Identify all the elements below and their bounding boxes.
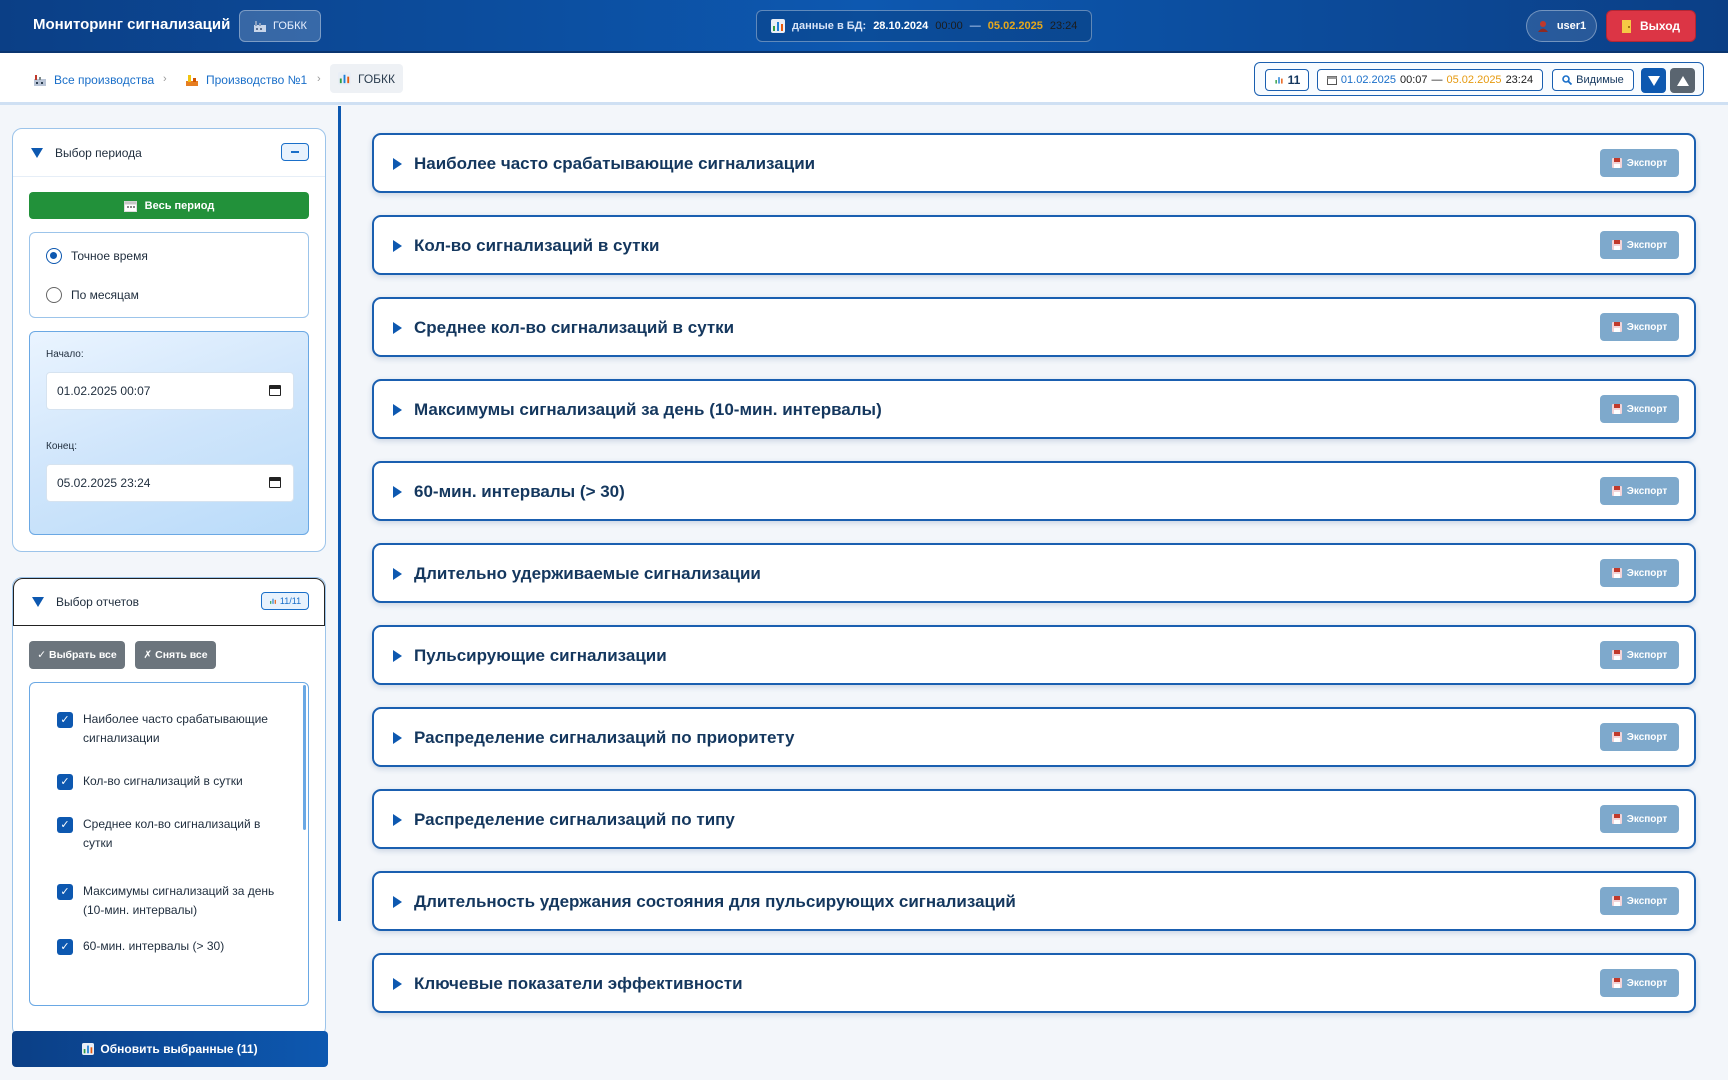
range-end-date: 05.02.2025 bbox=[1446, 74, 1502, 86]
floppy-icon bbox=[1612, 732, 1622, 742]
expand-arrow-icon[interactable] bbox=[393, 322, 402, 334]
bar-chart-icon bbox=[82, 1043, 94, 1055]
start-label: Начало: bbox=[46, 349, 84, 360]
floppy-icon bbox=[1612, 650, 1622, 660]
report-checkbox-label: Максимумы сигнализаций за день (10-мин. интервалы) bbox=[83, 884, 275, 917]
expand-arrow-icon[interactable] bbox=[393, 978, 402, 990]
checkbox-checked-icon[interactable]: ✓ bbox=[57, 774, 73, 790]
floppy-icon bbox=[1612, 404, 1622, 414]
radio-months-label: По месяцам bbox=[71, 288, 139, 302]
plant-icon bbox=[185, 73, 199, 87]
db-label: данные в БД: bbox=[792, 20, 867, 32]
reports-count-badge bbox=[261, 592, 309, 610]
report-card[interactable] bbox=[372, 707, 1696, 767]
all-period-button[interactable] bbox=[29, 192, 309, 219]
end-date-value: 05.02.2025 23:24 bbox=[57, 476, 151, 490]
period-panel-title: Выбор периода bbox=[55, 145, 142, 160]
report-checkbox-label: Среднее кол-во сигнализаций в сутки bbox=[83, 817, 261, 850]
report-checkbox-item[interactable] bbox=[57, 931, 287, 956]
checkbox-checked-icon[interactable]: ✓ bbox=[57, 884, 73, 900]
range-start-time: 00:07 bbox=[1399, 74, 1428, 86]
logout-button[interactable] bbox=[1606, 10, 1696, 42]
collapse-all-button[interactable] bbox=[1670, 68, 1695, 93]
report-card-title[interactable]: Распределение сигнализаций по приоритету bbox=[414, 728, 795, 747]
export-button[interactable] bbox=[1600, 559, 1679, 587]
report-card-title[interactable]: Ключевые показатели эффективности bbox=[414, 974, 743, 993]
report-checkbox-item[interactable] bbox=[57, 704, 287, 748]
report-card[interactable] bbox=[372, 215, 1696, 275]
report-card-title[interactable]: 60-мин. интервалы (> 30) bbox=[414, 482, 625, 501]
user-name: user1 bbox=[1556, 20, 1587, 32]
db-start-time: 00:00 bbox=[935, 20, 963, 32]
export-label: Экспорт bbox=[1626, 239, 1668, 251]
logout-label: Выход bbox=[1639, 19, 1681, 33]
all-period-label: Весь период bbox=[144, 199, 215, 212]
expand-all-button[interactable] bbox=[1641, 68, 1666, 93]
radio-exact-time[interactable] bbox=[46, 248, 148, 264]
user-chip[interactable] bbox=[1526, 10, 1597, 42]
report-card-title[interactable]: Длительность удержания состояния для пульсирующих сигнализаций bbox=[414, 892, 1016, 911]
export-button[interactable] bbox=[1600, 723, 1679, 751]
expand-arrow-icon[interactable] bbox=[393, 732, 402, 744]
expand-arrow-icon[interactable] bbox=[393, 486, 402, 498]
db-end-time: 23:24 bbox=[1049, 20, 1078, 32]
report-checkbox-label: 60-мин. интервалы (> 30) bbox=[83, 939, 225, 953]
breadcrumb-current[interactable] bbox=[330, 64, 403, 93]
export-button[interactable] bbox=[1600, 395, 1679, 423]
app-title: Мониторинг сигнализаций bbox=[33, 16, 231, 33]
db-separator: — bbox=[969, 20, 981, 32]
floppy-icon bbox=[1612, 486, 1622, 496]
period-panel-header[interactable] bbox=[13, 129, 325, 177]
report-count: 11 bbox=[1287, 73, 1301, 87]
report-card[interactable] bbox=[372, 133, 1696, 193]
report-card[interactable] bbox=[372, 543, 1696, 603]
bar-chart-icon bbox=[338, 72, 351, 85]
range-separator: — bbox=[1431, 74, 1443, 86]
radio-button[interactable] bbox=[46, 287, 62, 303]
collapse-triangle-icon bbox=[31, 148, 43, 158]
floppy-icon bbox=[1612, 814, 1622, 824]
export-label: Экспорт bbox=[1626, 567, 1668, 579]
export-button[interactable] bbox=[1600, 149, 1679, 177]
export-button[interactable] bbox=[1600, 231, 1679, 259]
refresh-label: Обновить выбранные (11) bbox=[100, 1042, 258, 1056]
db-range-info bbox=[756, 10, 1092, 42]
bar-chart-icon bbox=[1274, 75, 1284, 85]
sidebar-divider[interactable] bbox=[338, 106, 341, 921]
breadcrumb-separator: › bbox=[163, 73, 167, 85]
expand-arrow-icon[interactable] bbox=[393, 240, 402, 252]
expand-arrow-icon[interactable] bbox=[393, 896, 402, 908]
calendar-icon[interactable] bbox=[269, 477, 281, 488]
end-label: Конец: bbox=[46, 441, 77, 452]
export-button[interactable] bbox=[1600, 887, 1679, 915]
bar-chart-icon bbox=[269, 597, 277, 605]
search-icon bbox=[1562, 75, 1572, 85]
radio-by-months[interactable] bbox=[46, 287, 139, 303]
report-checklist bbox=[29, 682, 309, 1006]
floppy-icon bbox=[1612, 978, 1622, 988]
floppy-icon bbox=[1612, 240, 1622, 250]
report-card[interactable] bbox=[372, 871, 1696, 931]
export-label: Экспорт bbox=[1626, 403, 1668, 415]
expand-arrow-icon[interactable] bbox=[393, 404, 402, 416]
export-label: Экспорт bbox=[1626, 813, 1668, 825]
scrollbar-thumb[interactable] bbox=[303, 685, 306, 830]
export-label: Экспорт bbox=[1626, 731, 1668, 743]
radio-exact-label: Точное время bbox=[71, 249, 148, 263]
export-label: Экспорт bbox=[1626, 485, 1668, 497]
end-date-input[interactable] bbox=[46, 464, 294, 502]
report-card-title[interactable]: Наиболее часто срабатывающие сигнализации bbox=[414, 154, 816, 173]
expand-arrow-icon[interactable] bbox=[393, 568, 402, 580]
report-controls bbox=[1254, 62, 1704, 96]
door-icon bbox=[1622, 20, 1632, 33]
visible-label: Видимые bbox=[1576, 74, 1624, 86]
triangle-down-icon bbox=[1648, 76, 1660, 86]
expand-arrow-icon[interactable] bbox=[393, 158, 402, 170]
range-start-date: 01.02.2025 bbox=[1340, 74, 1396, 86]
visible-filter-button[interactable] bbox=[1552, 69, 1634, 91]
start-date-input[interactable] bbox=[46, 372, 294, 410]
collapse-triangle-icon bbox=[32, 597, 44, 607]
triangle-up-icon bbox=[1677, 76, 1689, 86]
breadcrumb-plant-1[interactable] bbox=[185, 66, 307, 94]
report-card[interactable] bbox=[372, 953, 1696, 1013]
radio-button[interactable] bbox=[46, 248, 62, 264]
calendar-icon[interactable] bbox=[269, 385, 281, 396]
selected-range-badge[interactable] bbox=[1317, 69, 1543, 91]
deselect-all-button[interactable]: ✗ Снять все bbox=[135, 641, 216, 669]
export-label: Экспорт bbox=[1626, 895, 1668, 907]
breadcrumb-all-plants[interactable] bbox=[33, 66, 154, 94]
checkbox-checked-icon[interactable]: ✓ bbox=[57, 817, 73, 833]
checkbox-checked-icon[interactable]: ✓ bbox=[57, 939, 73, 955]
report-card-title[interactable]: Длительно удерживаемые сигнализации bbox=[414, 564, 761, 583]
expand-arrow-icon[interactable] bbox=[393, 650, 402, 662]
report-card[interactable] bbox=[372, 789, 1696, 849]
factory-icon bbox=[33, 73, 47, 87]
export-button[interactable] bbox=[1600, 805, 1679, 833]
report-card[interactable] bbox=[372, 625, 1696, 685]
reports-count: 11/11 bbox=[279, 596, 302, 606]
user-icon bbox=[1537, 20, 1549, 32]
export-label: Экспорт bbox=[1626, 977, 1668, 989]
report-checkbox-item[interactable] bbox=[57, 809, 287, 853]
report-card-title[interactable]: Максимумы сигнализаций за день (10-мин. интервалы) bbox=[414, 400, 882, 419]
date-range-box bbox=[29, 331, 309, 535]
db-end-date: 05.02.2025 bbox=[987, 20, 1043, 32]
report-card-title[interactable]: Пульсирующие сигнализации bbox=[414, 646, 667, 665]
expand-arrow-icon[interactable] bbox=[393, 814, 402, 826]
reports-panel-title: Выбор отчетов bbox=[56, 595, 140, 609]
export-label: Экспорт bbox=[1626, 157, 1668, 169]
select-all-button[interactable]: ✓ Выбрать все bbox=[29, 641, 125, 669]
calendar-icon bbox=[124, 200, 137, 212]
breadcrumb-label: ГОБКК bbox=[358, 71, 396, 86]
report-count-badge bbox=[1265, 69, 1309, 91]
top-header bbox=[0, 0, 1728, 53]
checkbox-checked-icon[interactable]: ✓ bbox=[57, 712, 73, 728]
report-checkbox-label: Наиболее часто срабатывающие сигнализации bbox=[83, 712, 268, 745]
export-button[interactable] bbox=[1600, 969, 1679, 997]
breadcrumb-label: Все производства bbox=[54, 73, 155, 87]
period-toggle-button[interactable] bbox=[281, 143, 309, 161]
report-checkbox-item[interactable] bbox=[57, 876, 287, 920]
report-card[interactable] bbox=[372, 297, 1696, 357]
report-card[interactable] bbox=[372, 461, 1696, 521]
export-button[interactable] bbox=[1600, 313, 1679, 341]
export-button[interactable] bbox=[1600, 641, 1679, 669]
breadcrumb-label: Производство №1 bbox=[206, 73, 308, 87]
period-mode-group bbox=[29, 232, 309, 318]
export-label: Экспорт bbox=[1626, 321, 1668, 333]
start-date-value: 01.02.2025 00:07 bbox=[57, 384, 151, 398]
minus-icon bbox=[290, 149, 300, 155]
report-card-title[interactable]: Распределение сигнализаций по типу bbox=[414, 810, 735, 829]
report-card-title[interactable]: Кол-во сигнализаций в сутки bbox=[414, 236, 660, 255]
refresh-selected-button[interactable] bbox=[12, 1031, 328, 1067]
db-start-date: 28.10.2024 bbox=[873, 20, 929, 32]
floppy-icon bbox=[1612, 322, 1622, 332]
factory-chip[interactable] bbox=[239, 10, 321, 42]
export-label: Экспорт bbox=[1626, 649, 1668, 661]
calendar-icon bbox=[1327, 75, 1337, 85]
report-checkbox-item[interactable] bbox=[57, 766, 287, 791]
export-button[interactable] bbox=[1600, 477, 1679, 505]
breadcrumb-separator: › bbox=[317, 73, 321, 85]
factory-chip-label: ГОБКК bbox=[273, 20, 307, 32]
report-checkbox-label: Кол-во сигнализаций в сутки bbox=[83, 774, 243, 788]
report-card[interactable] bbox=[372, 379, 1696, 439]
report-card-title[interactable]: Среднее кол-во сигнализаций в сутки bbox=[414, 318, 735, 337]
floppy-icon bbox=[1612, 568, 1622, 578]
bar-chart-icon bbox=[771, 19, 785, 33]
floppy-icon bbox=[1612, 158, 1622, 168]
factory-icon bbox=[253, 19, 267, 33]
floppy-icon bbox=[1612, 896, 1622, 906]
range-end-time: 23:24 bbox=[1505, 74, 1534, 86]
